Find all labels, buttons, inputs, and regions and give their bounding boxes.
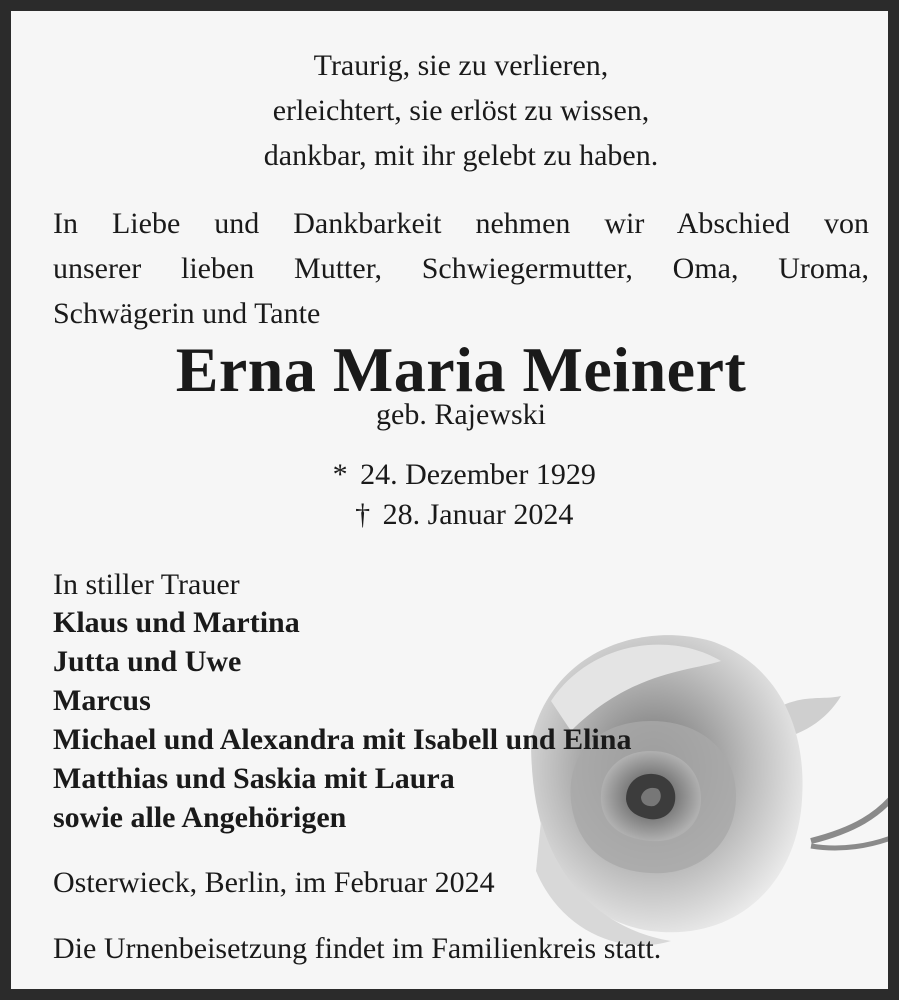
life-dates xyxy=(53,455,869,535)
farewell-text xyxy=(53,201,869,336)
death-date: 28. Januar 2024 xyxy=(382,498,574,531)
mourner-entry: Jutta und Uwe xyxy=(53,645,242,678)
mourner-entry: Matthias und Saskia mit Laura xyxy=(53,762,455,795)
birth-star-icon: * xyxy=(332,458,348,491)
death-line xyxy=(53,495,869,535)
farewell-line: Schwägerin und Tante xyxy=(53,297,321,330)
birth-line xyxy=(53,455,869,495)
mourner-entry: Michael und Alexandra mit Isabell und Elina xyxy=(53,723,632,756)
death-cross-icon: † xyxy=(355,498,371,531)
farewell-line: In Liebe und Dankbarkeit nehmen wir Abschied von xyxy=(53,207,869,240)
burial-note: Die Urnenbeisetzung findet im Familienkreis statt. xyxy=(53,932,662,965)
maiden-name: geb. Rajewski xyxy=(376,398,546,431)
mourner-entry: Marcus xyxy=(53,684,151,717)
mourner-entry: sowie alle Angehörigen xyxy=(53,801,347,834)
verse-line: erleichtert, sie erlöst zu wissen, xyxy=(272,94,650,127)
mourner-entry: Klaus und Martina xyxy=(53,606,300,639)
birth-date: 24. Dezember 1929 xyxy=(360,458,596,491)
deceased-name: Erna Maria Meinert xyxy=(175,334,747,405)
verse-line: dankbar, mit ihr gelebt zu haben. xyxy=(263,139,659,172)
opening-verse xyxy=(53,43,869,178)
mourners-heading: In stiller Trauer xyxy=(53,568,240,601)
place-and-date: Osterwieck, Berlin, im Februar 2024 xyxy=(53,866,495,899)
verse-line: Traurig, sie zu verlieren, xyxy=(313,49,609,82)
mourners-list xyxy=(53,603,631,837)
farewell-line: unserer lieben Mutter, Schwiegermutter, Oma, Uroma, xyxy=(53,252,869,285)
